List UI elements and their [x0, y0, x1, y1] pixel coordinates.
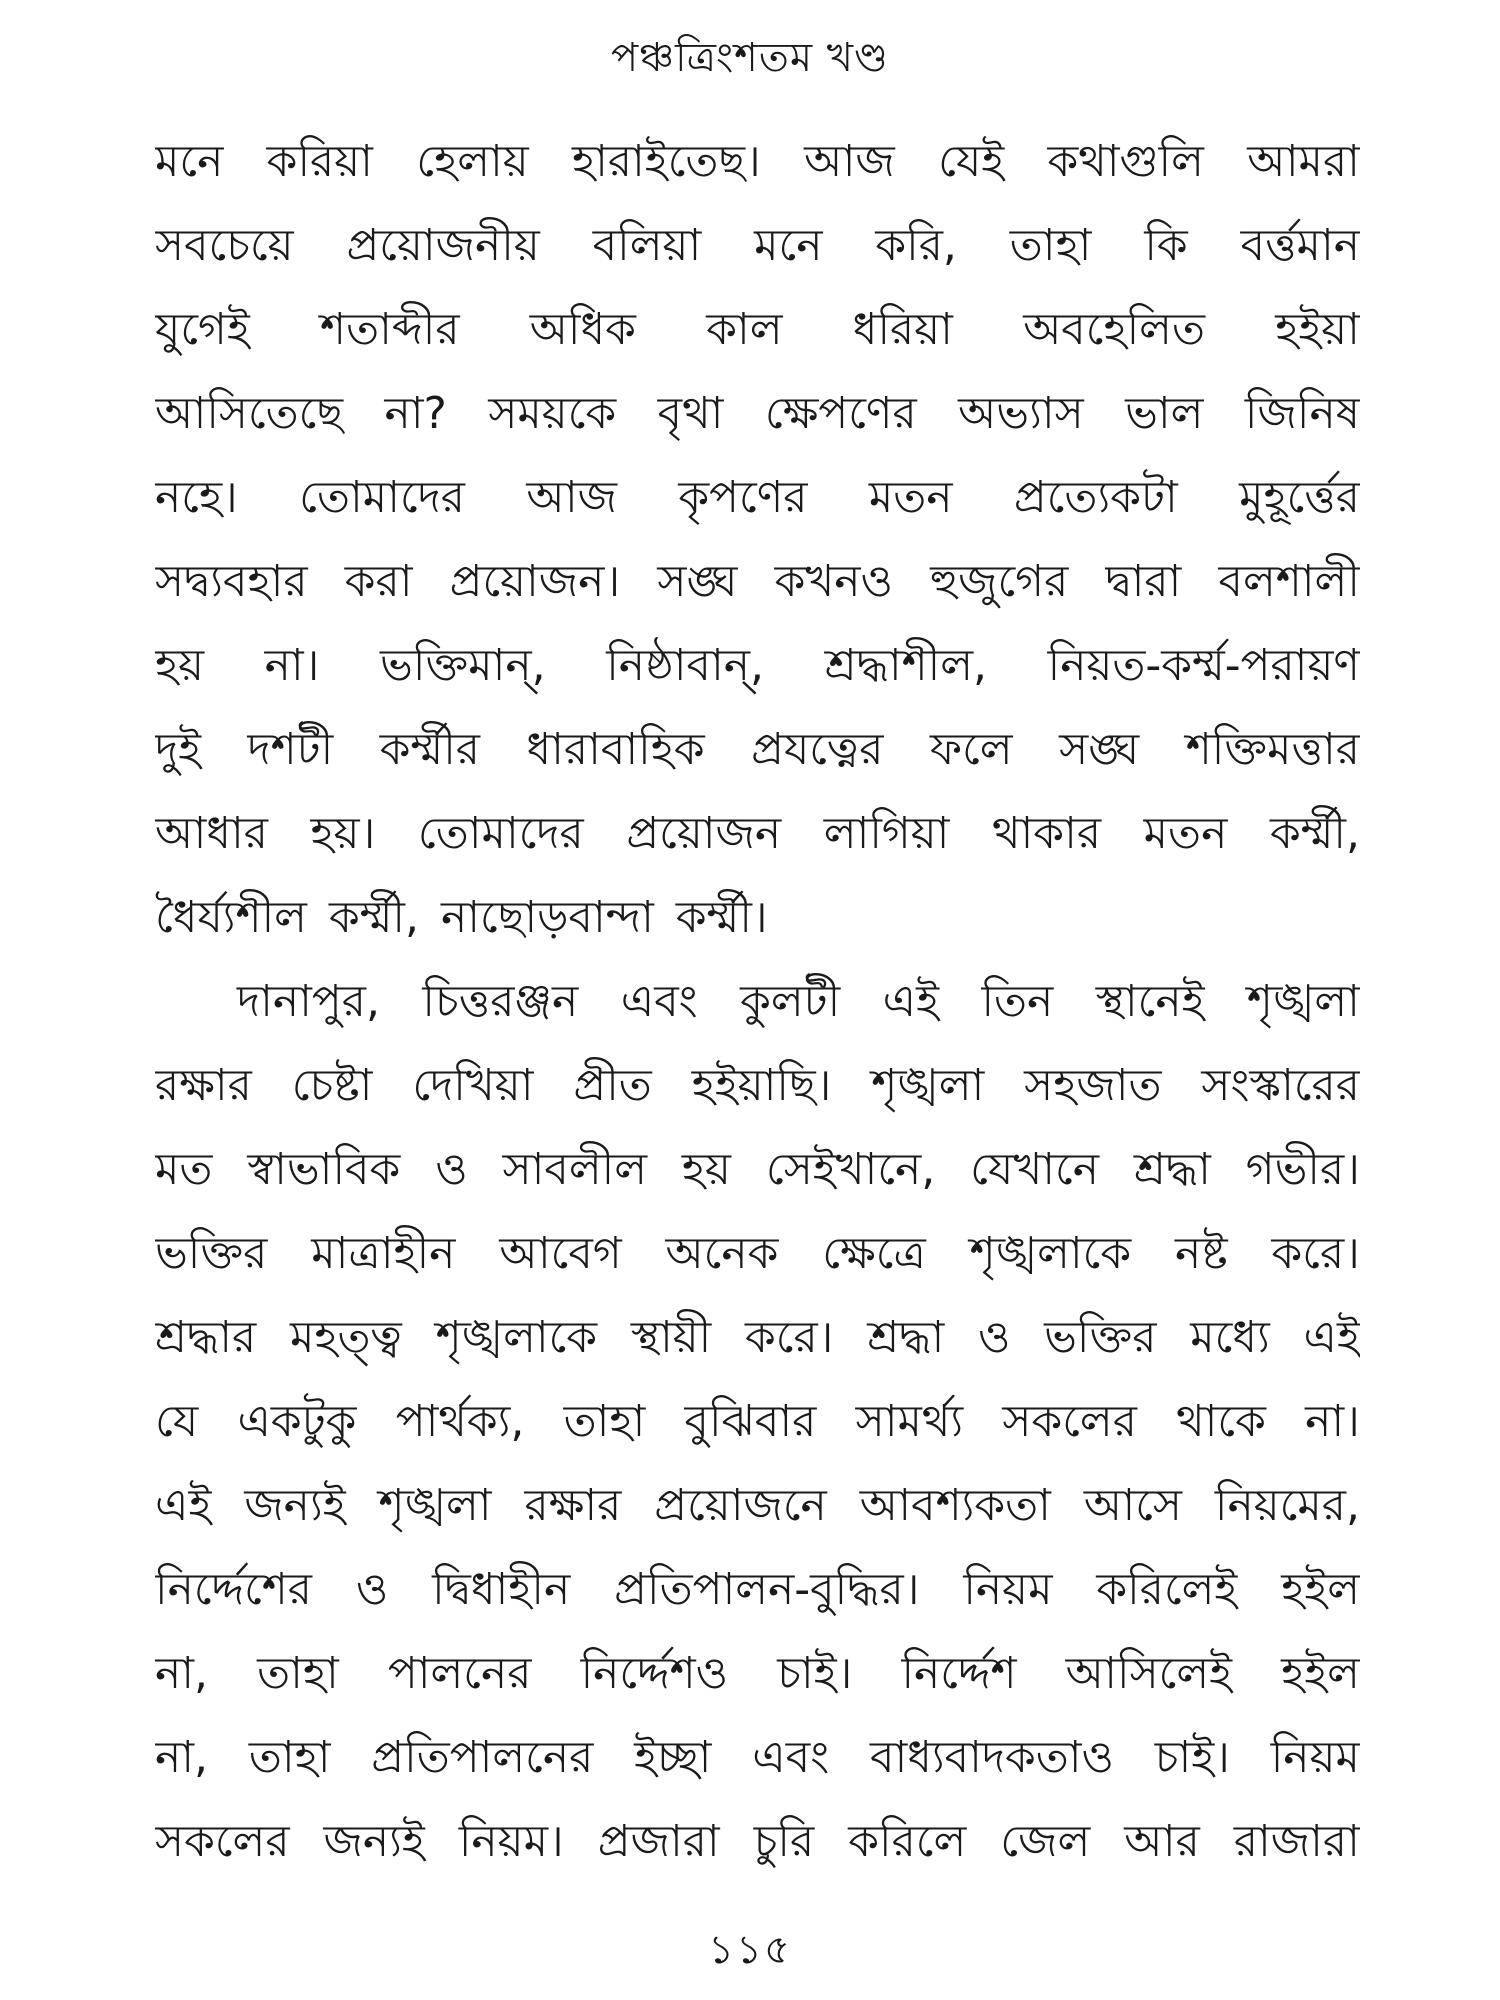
text-line: নির্দ্দেশের ও দ্বিধাহীন প্রতিপালন-বুদ্ধির। নিয়ম করিলেই হইল [155, 1564, 1360, 1615]
text-line: সদ্ব্যবহার করা প্রয়োজন। সঙ্ঘ কখনও হুজুগের দ্বারা বলশালী [155, 556, 1360, 607]
text-line: হয় না। ভক্তিমান্, নিষ্ঠাবান্, শ্রদ্ধাশীল, নিয়ত-কর্ম্ম-পরায়ণ [155, 640, 1360, 691]
text-line: শ্রদ্ধার মহত্ত্ব শৃঙ্খলাকে স্থায়ী করে। শ্রদ্ধা ও ভক্তির মধ্যে এই [155, 1312, 1360, 1363]
text-line: যুগেই শতাব্দীর অধিক কাল ধরিয়া অবহেলিত হইয়া [155, 304, 1360, 355]
text-line-paragraph-end: ধৈর্য্যশীল কর্ম্মী, নাছোড়বান্দা কর্ম্মী। [155, 892, 768, 943]
text-line: না, তাহা পালনের নির্দ্দেশও চাই। নির্দ্দেশ আসিলেই হইল [155, 1648, 1360, 1699]
text-line: আসিতেছে না? সময়কে বৃথা ক্ষেপণের অভ্যাস ভাল জিনিষ [155, 388, 1360, 439]
text-line-paragraph-start: দানাপুর, চিত্তরঞ্জন এবং কুলটী এই তিন স্থানেই শৃঙ্খলা [237, 976, 1360, 1027]
text-line: মনে করিয়া হেলায় হারাইতেছ। আজ যেই কথাগুলি আমরা [155, 136, 1360, 187]
text-line: ভক্তির মাত্রাহীন আবেগ অনেক ক্ষেত্রে শৃঙ্খলাকে নষ্ট করে। [155, 1228, 1360, 1279]
text-line: না, তাহা প্রতিপালনের ইচ্ছা এবং বাধ্যবাদকতাও চাই। নিয়ম [155, 1732, 1360, 1783]
text-line: যে একটুকু পার্থক্য, তাহা বুঝিবার সামর্থ্য সকলের থাকে না। [155, 1396, 1360, 1447]
body-text [155, 120, 1360, 1884]
text-line: মত স্বাভাবিক ও সাবলীল হয় সেইখানে, যেখানে শ্রদ্ধা গভীর। [155, 1144, 1360, 1195]
text-line: এই জন্যই শৃঙ্খলা রক্ষার প্রয়োজনে আবশ্যকতা আসে নিয়মের, [155, 1480, 1360, 1531]
text-line: সবচেয়ে প্রয়োজনীয় বলিয়া মনে করি, তাহা কি বর্ত্তমান [155, 220, 1360, 271]
text-line: আধার হয়। তোমাদের প্রয়োজন লাগিয়া থাকার মতন কর্ম্মী, [155, 808, 1360, 859]
page-number: ১১৫ [708, 1927, 792, 1973]
text-line: সকলের জন্যই নিয়ম। প্রজারা চুরি করিলে জেল আর রাজারা [155, 1816, 1360, 1867]
text-line: নহে। তোমাদের আজ কৃপণের মতন প্রত্যেকটা মুহূর্ত্তের [155, 472, 1360, 523]
text-line: দুই দশটী কর্ম্মীর ধারাবাহিক প্রযত্নের ফলে সঙ্ঘ শক্তিমত্তার [155, 724, 1360, 775]
text-line: রক্ষার চেষ্টা দেখিয়া প্রীত হইয়াছি। শৃঙ্খলা সহজাত সংস্কারের [155, 1060, 1360, 1111]
running-header: পঞ্চত্রিংশতম খণ্ড [611, 35, 889, 81]
